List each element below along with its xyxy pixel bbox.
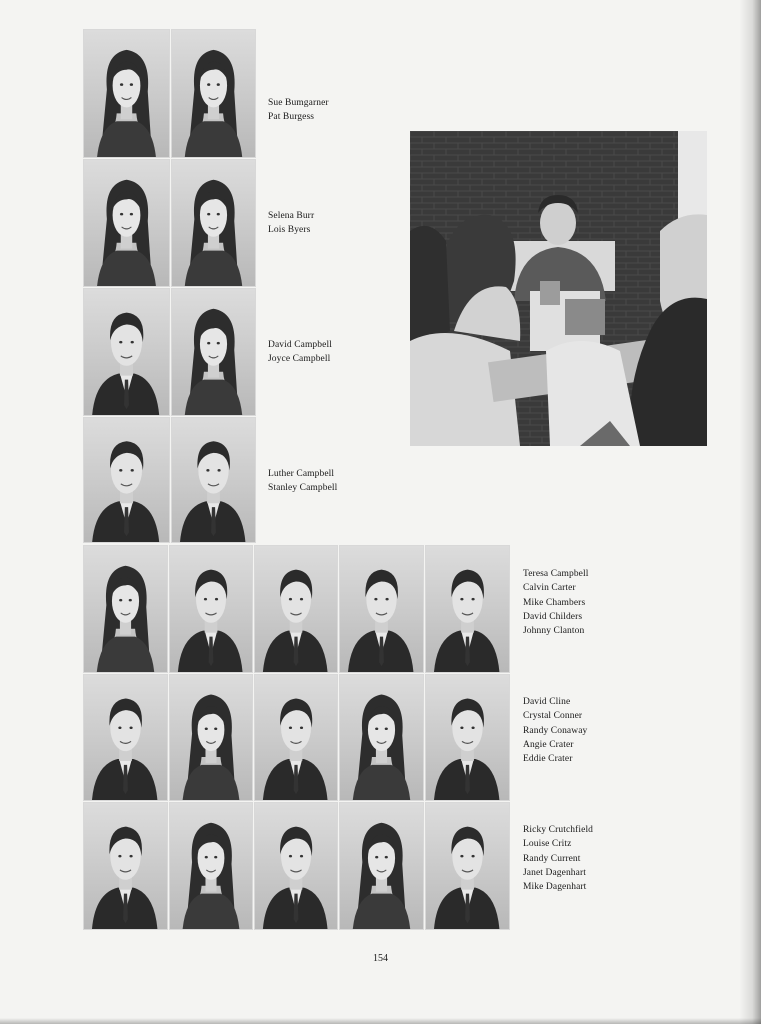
student-name: Ricky Crutchfield	[523, 825, 594, 835]
portrait-photo	[339, 802, 424, 930]
student-name: Calvin Carter	[523, 583, 576, 594]
portrait-photo	[339, 674, 424, 801]
student-name: Crystal Conner	[523, 711, 583, 722]
name-caption	[268, 338, 332, 367]
portrait-photo	[254, 674, 338, 801]
student-name: Sue Bumgarner	[268, 98, 329, 108]
portrait-photo	[339, 545, 424, 673]
portrait-photo	[425, 545, 510, 673]
portrait-photo	[171, 29, 256, 158]
portrait-photo	[171, 288, 256, 416]
candid-classroom-photo	[410, 131, 707, 446]
student-name: Mike Chambers	[523, 597, 586, 608]
portrait-photo	[425, 674, 510, 801]
page-edge-shadow	[739, 0, 761, 1024]
student-name: Mike Dagenhart	[523, 882, 587, 893]
student-name: Joyce Campbell	[268, 354, 331, 365]
student-name: Angie Crater	[523, 739, 574, 750]
portrait-photo	[169, 545, 253, 673]
student-name: Stanley Campbell	[268, 483, 338, 494]
portrait-photo	[254, 545, 338, 673]
portrait-photo	[171, 159, 256, 287]
name-caption	[523, 695, 587, 766]
student-name: David Childers	[523, 611, 583, 622]
student-name: Pat Burgess	[268, 112, 315, 123]
page-bottom-shadow	[0, 1018, 761, 1024]
portrait-photo	[83, 417, 170, 543]
student-name: Teresa Campbell	[523, 569, 589, 579]
name-caption	[523, 567, 588, 638]
name-caption	[268, 467, 337, 496]
student-name: Luther Campbell	[268, 469, 335, 479]
name-caption	[523, 823, 593, 894]
portrait-photo	[169, 674, 253, 801]
student-name: Randy Conaway	[523, 725, 588, 736]
student-name: Selena Burr	[268, 211, 315, 221]
portrait-photo	[83, 29, 170, 158]
portrait-photo	[171, 417, 256, 543]
student-name: David Cline	[523, 697, 571, 707]
portrait-photo	[83, 545, 168, 673]
portrait-photo	[169, 802, 253, 930]
portrait-photo	[83, 802, 168, 930]
student-name: Louise Critz	[523, 839, 572, 850]
student-name: David Campbell	[268, 340, 332, 350]
name-caption	[268, 96, 329, 125]
student-name: Janet Dagenhart	[523, 867, 586, 878]
portrait-photo	[83, 159, 170, 287]
student-name: Eddie Crater	[523, 754, 573, 765]
student-name: Johnny Clanton	[523, 626, 585, 637]
portrait-photo	[425, 802, 510, 930]
page-number: 154	[373, 953, 388, 964]
student-name: Randy Current	[523, 853, 581, 864]
portrait-photo	[254, 802, 338, 930]
name-caption	[268, 209, 314, 238]
portrait-photo	[83, 674, 168, 801]
portrait-photo	[83, 288, 170, 416]
student-name: Lois Byers	[268, 225, 311, 236]
